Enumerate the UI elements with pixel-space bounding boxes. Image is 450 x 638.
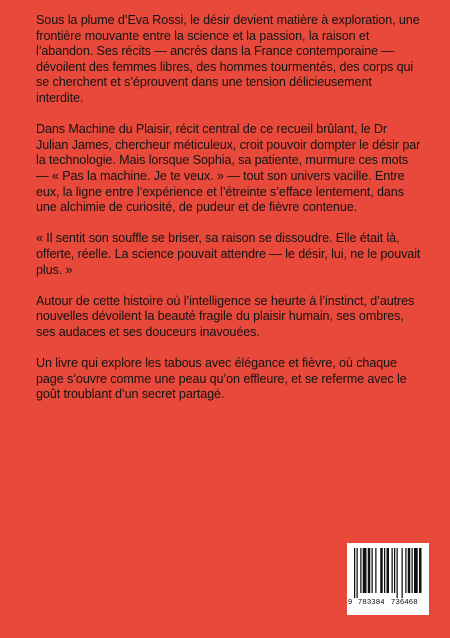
paragraph-story: Dans Machine du Plaisir, récit central de ce recueil brûlant, le Dr Julian James, chercheur méticuleux, croit pouvoir dompter le désir par la technologie. Mais lorsque Sophia, sa patiente, murmure ces mots — « Pas la machine. Je te veux. » — tout son univers vacille. Entre eux, la ligne entre l’expérience et l’étreinte s’efface lentement, dans une alchimie de curiosité, de pudeur et de fièvre contenue. xyxy=(36,122,421,215)
barcode-right-group: 736468 xyxy=(391,597,418,606)
blurb-text xyxy=(36,13,421,418)
barcode-bar xyxy=(363,548,367,593)
barcode-bar xyxy=(384,548,385,593)
barcode-bar xyxy=(419,548,422,593)
paragraph-intro: Sous la plume d’Eva Rossi, le désir devient matière à exploration, une frontière mouvante entre la science et la passion, la raison et l’abandon. Ses récits — ancrés dans la France contemporaine — dévoilent des femmes libres, des hommes tourmentés, des corps qui se cherchent et s’éprouvent dans une tension délicieusement interdite. xyxy=(36,13,420,105)
paragraph-quote: « Il sentit son souffle se briser, sa raison se dissoudre. Elle était là, offerte, réelle. La science pouvait attendre — le désir, lui, ne le pouvait plus. » xyxy=(36,231,421,277)
barcode-left-group: 783384 xyxy=(358,597,385,606)
barcode-bar xyxy=(360,548,361,593)
barcode-bar xyxy=(412,548,413,593)
barcode-bar xyxy=(397,548,398,598)
barcode-bar xyxy=(354,548,355,598)
isbn-barcode xyxy=(347,543,429,615)
barcode-bar xyxy=(414,548,418,593)
barcode-first-digit: 9 xyxy=(348,597,353,606)
barcode-bar xyxy=(372,548,373,593)
barcode-bar xyxy=(394,548,395,593)
barcode-digits xyxy=(347,597,429,609)
barcode-bar xyxy=(392,548,393,593)
paragraph-other-stories: Autour de cette histoire où l’intelligence se heurte à l’instinct, d’autres nouvelles dévoilent la beauté fragile du plaisir humain, ses ombres, ses audaces et ses douceurs inavouées. xyxy=(36,293,415,339)
barcode-bar xyxy=(408,548,411,593)
barcode-bar xyxy=(357,548,358,598)
barcode-bar xyxy=(402,548,403,598)
paragraph-closing: Un livre qui explore les tabous avec élégance et fièvre, où chaque page s’ouvre comme une peau qu’on effleure, et se referme avec le goût troublant d’un secret partagé. xyxy=(36,356,407,402)
barcode-bar xyxy=(387,548,390,593)
barcode-bar xyxy=(375,548,376,593)
barcode-bar xyxy=(380,548,383,593)
barcode-bar xyxy=(405,548,406,593)
barcode-bar xyxy=(368,548,371,593)
barcode-bars xyxy=(353,548,423,598)
